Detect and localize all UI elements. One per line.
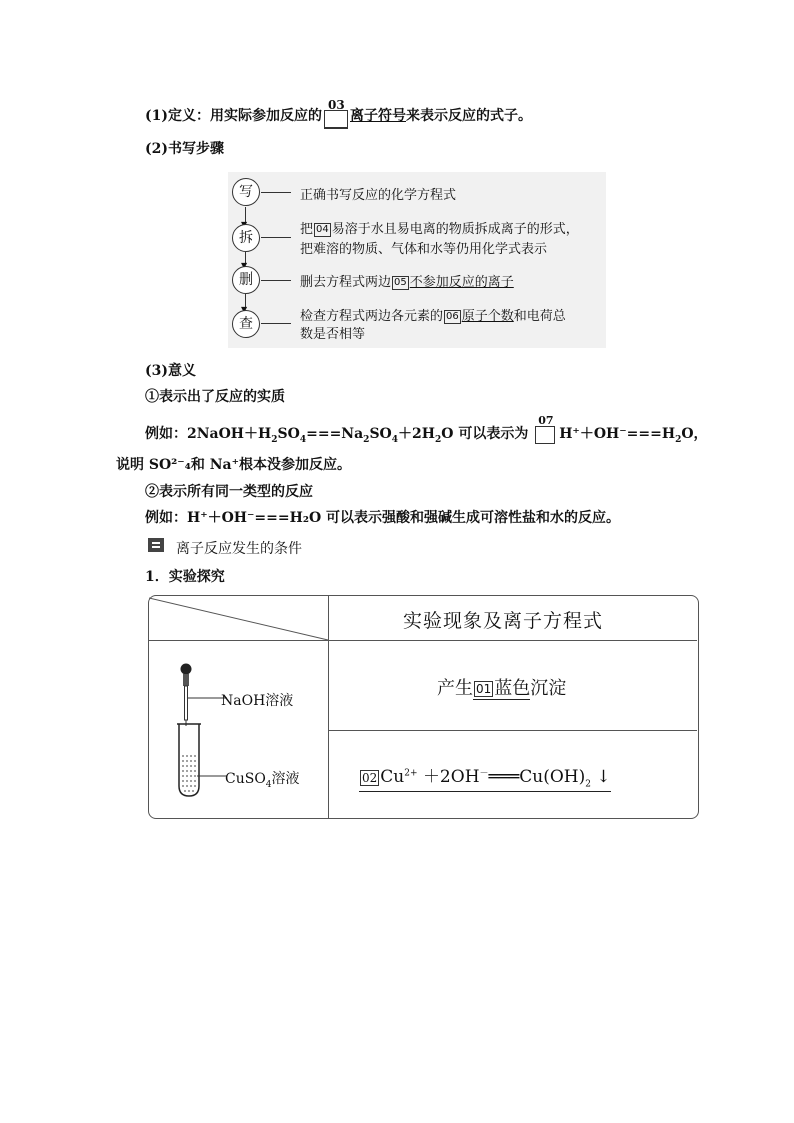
answer-box: 06 bbox=[446, 310, 459, 322]
eq-cu-charge: 2+ bbox=[404, 768, 418, 779]
precipitate-arrow-icon: ↓ bbox=[596, 767, 611, 787]
phenomenon-text bbox=[437, 674, 566, 700]
step-circle-split: 拆 bbox=[232, 224, 260, 252]
note-line: 说明 SO²⁻₄和 Na⁺根本没参加反应。 bbox=[116, 457, 351, 473]
eq-product: Cu(OH) bbox=[519, 767, 586, 787]
step-text-body: 不参加反应的离子 bbox=[409, 275, 514, 290]
step-text-body: 易溶于水且易电离的物质拆成离子的形式， bbox=[331, 222, 579, 237]
answer-box: 01 bbox=[476, 682, 492, 696]
answer-box: 05 bbox=[394, 276, 407, 288]
test-tube-illustration bbox=[169, 658, 229, 803]
step-text-check-2: 数是否相等 bbox=[300, 327, 366, 342]
example1-part: SO bbox=[369, 426, 392, 442]
example1-part: ＋2H bbox=[398, 426, 435, 442]
steps-title: (2)书写步骤 bbox=[145, 141, 224, 157]
subsection-title: 1．实验探究 bbox=[145, 569, 225, 585]
answer-box bbox=[324, 98, 348, 128]
example-2: 例如：H⁺＋OH⁻===H₂O 可以表示强酸和强碱生成可溶性盐和水的反应。 bbox=[145, 510, 621, 526]
step-connector bbox=[261, 280, 291, 281]
meaning-sub2: ②表示所有同一类型的反应 bbox=[145, 484, 313, 500]
section-icon bbox=[148, 538, 164, 552]
example1-part: SO bbox=[277, 426, 300, 442]
answer-box-number: 07 bbox=[538, 414, 554, 427]
step-text-prefix: 把 bbox=[300, 222, 314, 237]
section-heading: 离子反应发生的条件 bbox=[176, 541, 302, 557]
diagonal-line bbox=[149, 596, 329, 641]
ionic-equation bbox=[359, 762, 611, 792]
example1-part: ===Na bbox=[306, 426, 364, 442]
answer-box: 04 bbox=[316, 223, 329, 235]
step-connector bbox=[261, 192, 291, 193]
meaning-title: (3)意义 bbox=[145, 363, 196, 379]
step-text-delete bbox=[300, 271, 514, 290]
definition-line bbox=[145, 98, 532, 128]
phenomenon-color: 蓝色 bbox=[494, 678, 531, 699]
step-circle-check: 查 bbox=[232, 310, 260, 338]
phenomenon-answer bbox=[473, 678, 530, 700]
step-circle-delete: 删 bbox=[232, 266, 260, 294]
step-text-write: 正确书写反应的化学方程式 bbox=[300, 188, 457, 203]
answer-box: 02 bbox=[362, 770, 378, 785]
cuso4-label-subscript: 4 bbox=[265, 779, 272, 790]
step-text-check-1 bbox=[300, 305, 566, 324]
step-circle-write: 写 bbox=[232, 178, 260, 206]
phenomenon-prefix: 产生 bbox=[437, 678, 473, 699]
eq-hydroxide-charge: － bbox=[479, 768, 489, 779]
example1-prefix: 例如：2NaOH＋H bbox=[145, 426, 272, 442]
example1-equation: H⁺＋OH⁻===H bbox=[559, 426, 676, 442]
step-text-prefix: 删去方程式两边 bbox=[300, 275, 392, 290]
step-connector bbox=[261, 237, 291, 238]
experiment-table bbox=[148, 595, 699, 819]
step-text-split-1 bbox=[300, 218, 579, 237]
example1-equation-end: O， bbox=[681, 426, 708, 442]
definition-blank: 离子符号 bbox=[350, 108, 406, 124]
row-divider bbox=[328, 730, 697, 731]
meaning-sub1: ①表示出了反应的实质 bbox=[145, 389, 285, 405]
table-header: 实验现象及离子方程式 bbox=[403, 610, 604, 632]
cuso4-label bbox=[225, 768, 300, 790]
example-1: 例如：$2NaOH+H_2SO_4===Na_2SO_4+2H_2O$ 可以表示为 07 $H^++OH^-===H_2O$， bbox=[145, 414, 708, 445]
definition-suffix: 来表示反应的式子。 bbox=[406, 108, 532, 124]
eq-equals: ═══ bbox=[488, 767, 520, 787]
answer-box bbox=[535, 414, 557, 444]
step-text-prefix: 检查方程式两边各元素的 bbox=[300, 309, 444, 324]
phenomenon-suffix: 沉淀 bbox=[530, 678, 567, 699]
naoh-label: NaOH溶液 bbox=[221, 693, 294, 709]
cuso4-label-suffix: 溶液 bbox=[271, 771, 300, 787]
steps-diagram bbox=[228, 172, 606, 348]
step-text-underlined: 原子个数 bbox=[461, 309, 514, 324]
definition-prefix: (1)定义：用实际参加反应的 bbox=[145, 108, 322, 124]
step-connector bbox=[261, 323, 291, 324]
step-text-split-2: 把难溶的物质、气体和水等仍用化学式表示 bbox=[300, 242, 548, 257]
eq-product-subscript: 2 bbox=[585, 779, 591, 790]
eq-hydroxide: ＋2OH bbox=[422, 767, 480, 787]
example1-part: O 可以表示为 bbox=[441, 426, 529, 442]
step-text-body: 和电荷总 bbox=[513, 309, 566, 324]
answer-box-number: 03 bbox=[328, 98, 345, 112]
eq-cu: Cu bbox=[380, 767, 405, 787]
cuso4-label-formula: CuSO bbox=[225, 771, 266, 787]
